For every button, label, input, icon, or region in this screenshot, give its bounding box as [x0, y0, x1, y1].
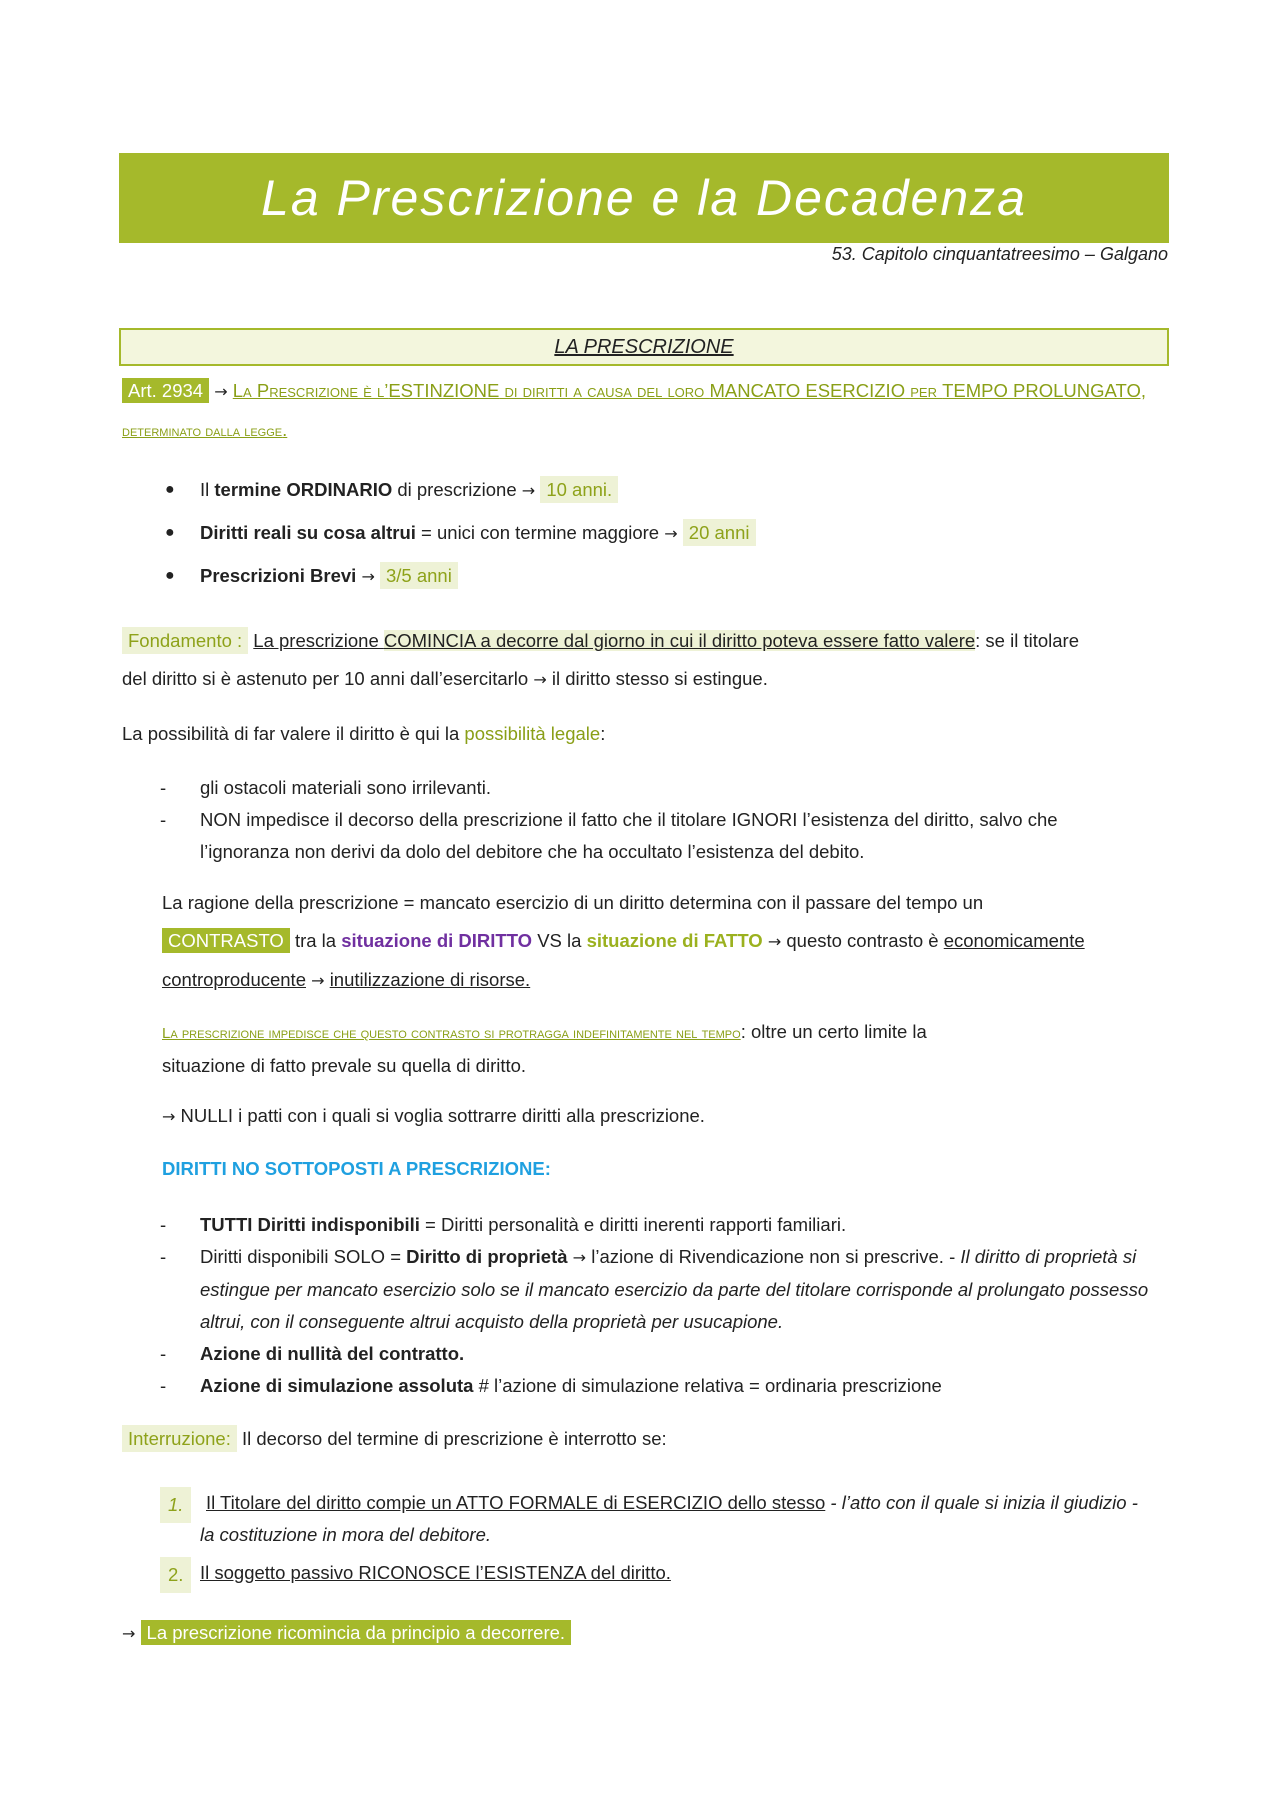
item-italic: Il diritto di proprietà si estingue per mancato esercizio solo se il mancato esercizio da parte del titolare corrisponde al prolungato possesso altrui, con il conseguente altrui acquisto della proprietà per usucapione.: [200, 1246, 1149, 1332]
fatto-text: situazione di FATTO: [586, 930, 763, 951]
item-bold: Diritti reali su cosa altrui: [200, 522, 416, 543]
dash-marker: -: [160, 1246, 167, 1267]
item-text: Il Titolare del diritto compie un ATTO FORMALE di ESERCIZIO dello stesso: [206, 1492, 826, 1513]
item-text: l’azione di Rivendicazione non si prescrive. -: [586, 1246, 961, 1267]
item-bold: Prescrizioni Brevi: [200, 565, 357, 586]
paragraph-text: del diritto si è astenuto per 10 anni dall’esercitarlo: [122, 668, 534, 689]
conclusion-paragraph: [122, 1614, 1172, 1653]
bullet-icon: ●: [165, 481, 175, 498]
paragraph-text: : se il titolare: [975, 630, 1080, 651]
arrow-icon: →: [521, 481, 536, 500]
section-heading-text: LA PRESCRIZIONE: [554, 336, 734, 358]
definition-text: determinato dalla legge: [122, 423, 283, 440]
paragraph-text: tra la: [289, 930, 342, 951]
definition-text: TEMPO PROLUNGATO,: [942, 380, 1146, 401]
item-bold: TUTTI Diritti indisponibili: [200, 1214, 420, 1235]
paragraph-text: NULLI i patti con i quali si voglia sottrarre diritti alla prescrizione.: [175, 1105, 705, 1126]
ragione-paragraph: [162, 884, 1162, 1000]
article-definition: [122, 372, 1162, 451]
list-item: [160, 1557, 1150, 1589]
dash-marker: -: [160, 1343, 167, 1364]
item-bold: Azione di simulazione assoluta: [200, 1375, 474, 1396]
paragraph-text: il diritto stesso si estingue.: [546, 668, 768, 689]
section-heading: [119, 328, 1169, 366]
paragraph-text: economicamente: [943, 930, 1085, 951]
list-item: [160, 1241, 1150, 1338]
nulli-paragraph: [162, 1097, 1162, 1136]
fondamento-label: Fondamento :: [122, 627, 248, 654]
impedisce-paragraph: [162, 1016, 1162, 1082]
item-value: 20 anni: [683, 519, 756, 546]
possibilita-paragraph: [122, 715, 1172, 753]
contrasto-badge: CONTRASTO: [162, 928, 290, 953]
paragraph-text: La ragione della prescrizione = mancato esercizio di un diritto determina con il passare del tempo un: [162, 892, 984, 913]
item-text: di prescrizione: [392, 479, 522, 500]
paragraph-text: Il decorso del termine di prescrizione è interrotto se:: [236, 1428, 667, 1449]
paragraph-text: La prescrizione: [253, 630, 384, 651]
interruzione-list: [160, 1487, 1150, 1589]
paragraph-text: situazione di fatto prevale su quella di diritto.: [162, 1055, 527, 1076]
list-item: [160, 1487, 1150, 1551]
dash-marker: -: [160, 809, 167, 830]
definition-text: ESTINZIONE: [388, 380, 500, 401]
paragraph-text: questo contrasto è: [781, 930, 944, 951]
obstacles-list: [160, 772, 1150, 868]
arrow-icon: →: [311, 971, 325, 990]
dash-marker: -: [160, 1214, 167, 1235]
item-bold: termine ORDINARIO: [214, 479, 393, 500]
dash-marker: -: [160, 1375, 167, 1396]
item-value: 3/5 anni: [380, 562, 458, 589]
paragraph-text: La possibilità di far valere il diritto è qui la: [122, 723, 465, 744]
highlighted-text: COMINCIA a decorre dal giorno in cui il diritto poteva essere fatto valere: [383, 630, 976, 651]
item-italic: - l’atto con il quale si inizia il giudizio - la costituzione in mora del debitore.: [200, 1492, 1138, 1545]
definition-text: MANCATO ESERCIZIO: [709, 380, 906, 401]
bullet-icon: ●: [165, 567, 175, 584]
arrow-icon: →: [664, 524, 678, 543]
interruzione-label: Interruzione:: [122, 1425, 237, 1452]
conclusion-text: La prescrizione ricomincia da principio a decorrere.: [141, 1620, 572, 1645]
item-text: Il soggetto passivo RICONOSCE l’ESISTENZA del diritto.: [200, 1562, 671, 1583]
definition-text: .: [282, 419, 288, 440]
paragraph-text: :: [600, 723, 606, 744]
list-number: 1.: [160, 1487, 191, 1523]
diritti-no-heading: DIRITTI NO SOTTOPOSTI A PRESCRIZIONE:: [162, 1158, 551, 1179]
arrow-icon: →: [162, 1107, 176, 1126]
definition-text: La Prescrizione è l’: [232, 380, 389, 401]
arrow-icon: →: [533, 670, 547, 689]
list-item: [160, 804, 1150, 868]
arrow-icon: →: [214, 382, 228, 401]
bullet-icon: ●: [165, 524, 175, 541]
list-item: [160, 1209, 1150, 1241]
list-number: 2.: [160, 1557, 191, 1593]
paragraph-text: : oltre un certo limite la: [740, 1021, 927, 1042]
item-value: 10 anni.: [540, 476, 618, 503]
list-item: [160, 1370, 1150, 1402]
definition-text: di diritti a causa del loro: [499, 380, 710, 401]
article-label: Art. 2934: [122, 378, 209, 403]
item-text: Il: [200, 479, 215, 500]
chapter-subtitle: 53. Capitolo cinquantatreesimo – Galgano: [831, 244, 1168, 264]
dash-marker: -: [160, 777, 167, 798]
item-text: = Diritti personalità e diritti inerenti rapporti familiari.: [419, 1214, 847, 1235]
diritti-no-list: [160, 1209, 1150, 1402]
arrow-icon: →: [572, 1248, 587, 1267]
diritto-text: situazione di DIRITTO: [341, 930, 533, 951]
fondamento-paragraph: [122, 622, 1172, 699]
interruzione-paragraph: [122, 1420, 1172, 1458]
item-text: NON impedisce il decorso della prescrizione il fatto che il titolare IGNORI l’esistenza del diritto, salvo che l’ignoranza non derivi da dolo del debitore che ha occultato l’esistenza del debito.: [200, 809, 1058, 862]
highlighted-text: La prescrizione impedisce che questo contrasto si protragga indefinitamente nel tempo: [162, 1025, 741, 1042]
page-title: La Prescrizione e la Decadenza: [119, 153, 1169, 243]
item-bold: Azione di nullità del contratto.: [200, 1343, 465, 1364]
list-item: [160, 772, 1150, 804]
paragraph-text: controproducente: [162, 969, 306, 990]
item-text: Diritti disponibili SOLO =: [200, 1246, 407, 1267]
item-text: # l’azione di simulazione relativa = ordinaria prescrizione: [473, 1375, 942, 1396]
arrow-icon: →: [361, 567, 375, 586]
item-text: = unici con termine maggiore: [415, 522, 665, 543]
arrow-icon: →: [122, 1624, 136, 1643]
paragraph-text: inutilizzazione di risorse.: [329, 969, 531, 990]
arrow-icon: →: [767, 932, 782, 951]
item-text: gli ostacoli materiali sono irrilevanti.: [200, 777, 491, 798]
definition-text: per: [905, 380, 943, 401]
item-bold: Diritto di proprietà: [406, 1246, 568, 1267]
highlighted-text: possibilità legale: [464, 723, 601, 744]
paragraph-text: VS la: [532, 930, 587, 951]
list-item: [160, 1338, 1150, 1370]
